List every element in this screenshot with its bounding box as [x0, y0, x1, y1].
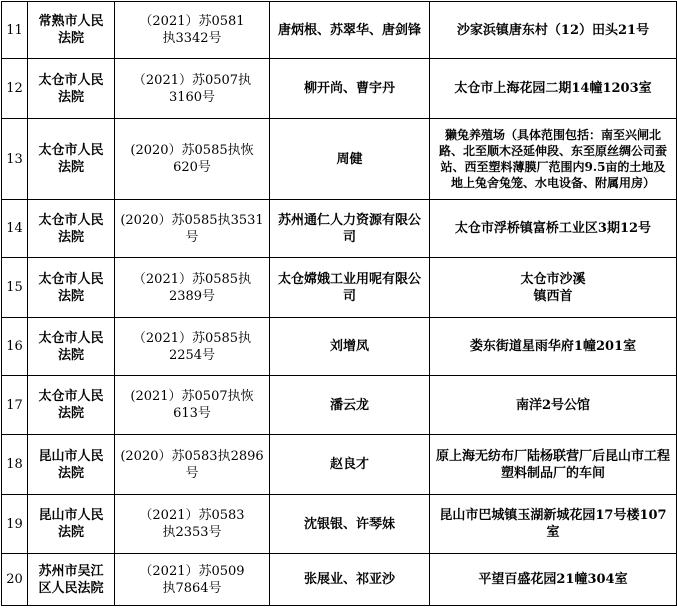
row-number: 16 [2, 318, 28, 376]
row-number: 17 [2, 376, 28, 435]
table-row [2, 2, 677, 59]
court-name: 苏州市吴江区人民法院 [28, 554, 115, 606]
party-names: 刘增凤 [270, 318, 430, 376]
party-names: 唐炳根、苏翠华、唐剑锋 [270, 2, 430, 59]
property-address: 太仓市上海花园二期14幢1203室 [430, 59, 677, 119]
court-name: 昆山市人民法院 [28, 435, 115, 495]
table-row [2, 119, 677, 200]
property-address: 平望百盛花园21幢304室 [430, 554, 677, 606]
case-number: （2021）苏0585执2254号 [115, 318, 270, 376]
case-number: (2020）苏0585执恢620号 [115, 119, 270, 200]
case-number: （2021）苏0509执7864号 [115, 554, 270, 606]
table-row [2, 554, 677, 606]
party-names: 太仓嫦娥工业用呢有限公司 [270, 258, 430, 318]
court-name: 太仓市人民法院 [28, 200, 115, 258]
property-address: 太仓市沙溪镇西首 [430, 258, 677, 318]
case-number: （2021）苏0581执3342号 [115, 2, 270, 59]
table-row [2, 376, 677, 435]
case-number: (2020）苏0585执3531号 [115, 200, 270, 258]
row-number: 12 [2, 59, 28, 119]
table-row [2, 318, 677, 376]
case-number: (2021）苏0507执恢613号 [115, 376, 270, 435]
property-address: 太仓市浮桥镇富桥工业区3期12号 [430, 200, 677, 258]
property-address: 娄东街道星雨华府1幢201室 [430, 318, 677, 376]
party-names: 沈银银、许琴妹 [270, 495, 430, 554]
table-row [2, 435, 677, 495]
party-names: 周健 [270, 119, 430, 200]
row-number: 11 [2, 2, 28, 59]
court-name: 太仓市人民法院 [28, 318, 115, 376]
property-address: 昆山市巴城镇玉湖新城花园17号楼107室 [430, 495, 677, 554]
court-name: 常熟市人民法院 [28, 2, 115, 59]
property-address: 原上海无纺布厂陆杨联营厂后昆山市工程塑料制品厂的车间 [430, 435, 677, 495]
court-name: 昆山市人民法院 [28, 495, 115, 554]
property-address: 獭兔养殖场（具体范围包括：南至兴闸北路、北至顺木泾延伸段、东至原丝绸公司蚕站、西至塑料薄膜厂范围内9.5亩的土地及地上兔舍兔笼、水电设备、附属用房） [430, 119, 677, 200]
case-number: （2021）苏0585执2389号 [115, 258, 270, 318]
table-row [2, 495, 677, 554]
court-name: 太仓市人民法院 [28, 59, 115, 119]
court-name: 太仓市人民法院 [28, 376, 115, 435]
property-address: 南洋2号公馆 [430, 376, 677, 435]
row-number: 14 [2, 200, 28, 258]
party-names: 柳开尚、曹宇丹 [270, 59, 430, 119]
party-names: 赵良才 [270, 435, 430, 495]
party-names: 张展业、祁亚沙 [270, 554, 430, 606]
table-row [2, 200, 677, 258]
court-name: 太仓市人民法院 [28, 258, 115, 318]
row-number: 19 [2, 495, 28, 554]
row-number: 13 [2, 119, 28, 200]
party-names: 苏州通仁人力资源有限公司 [270, 200, 430, 258]
row-number: 20 [2, 554, 28, 606]
table-row [2, 258, 677, 318]
row-number: 18 [2, 435, 28, 495]
case-number: （2021）苏0583执2353号 [115, 495, 270, 554]
enforcement-table [1, 1, 677, 606]
case-number: （2021）苏0507执3160号 [115, 59, 270, 119]
row-number: 15 [2, 258, 28, 318]
party-names: 潘云龙 [270, 376, 430, 435]
case-number: (2020）苏0583执2896号 [115, 435, 270, 495]
court-name: 太仓市人民法院 [28, 119, 115, 200]
property-address: 沙家浜镇唐东村（12）田头21号 [430, 2, 677, 59]
table-row [2, 59, 677, 119]
